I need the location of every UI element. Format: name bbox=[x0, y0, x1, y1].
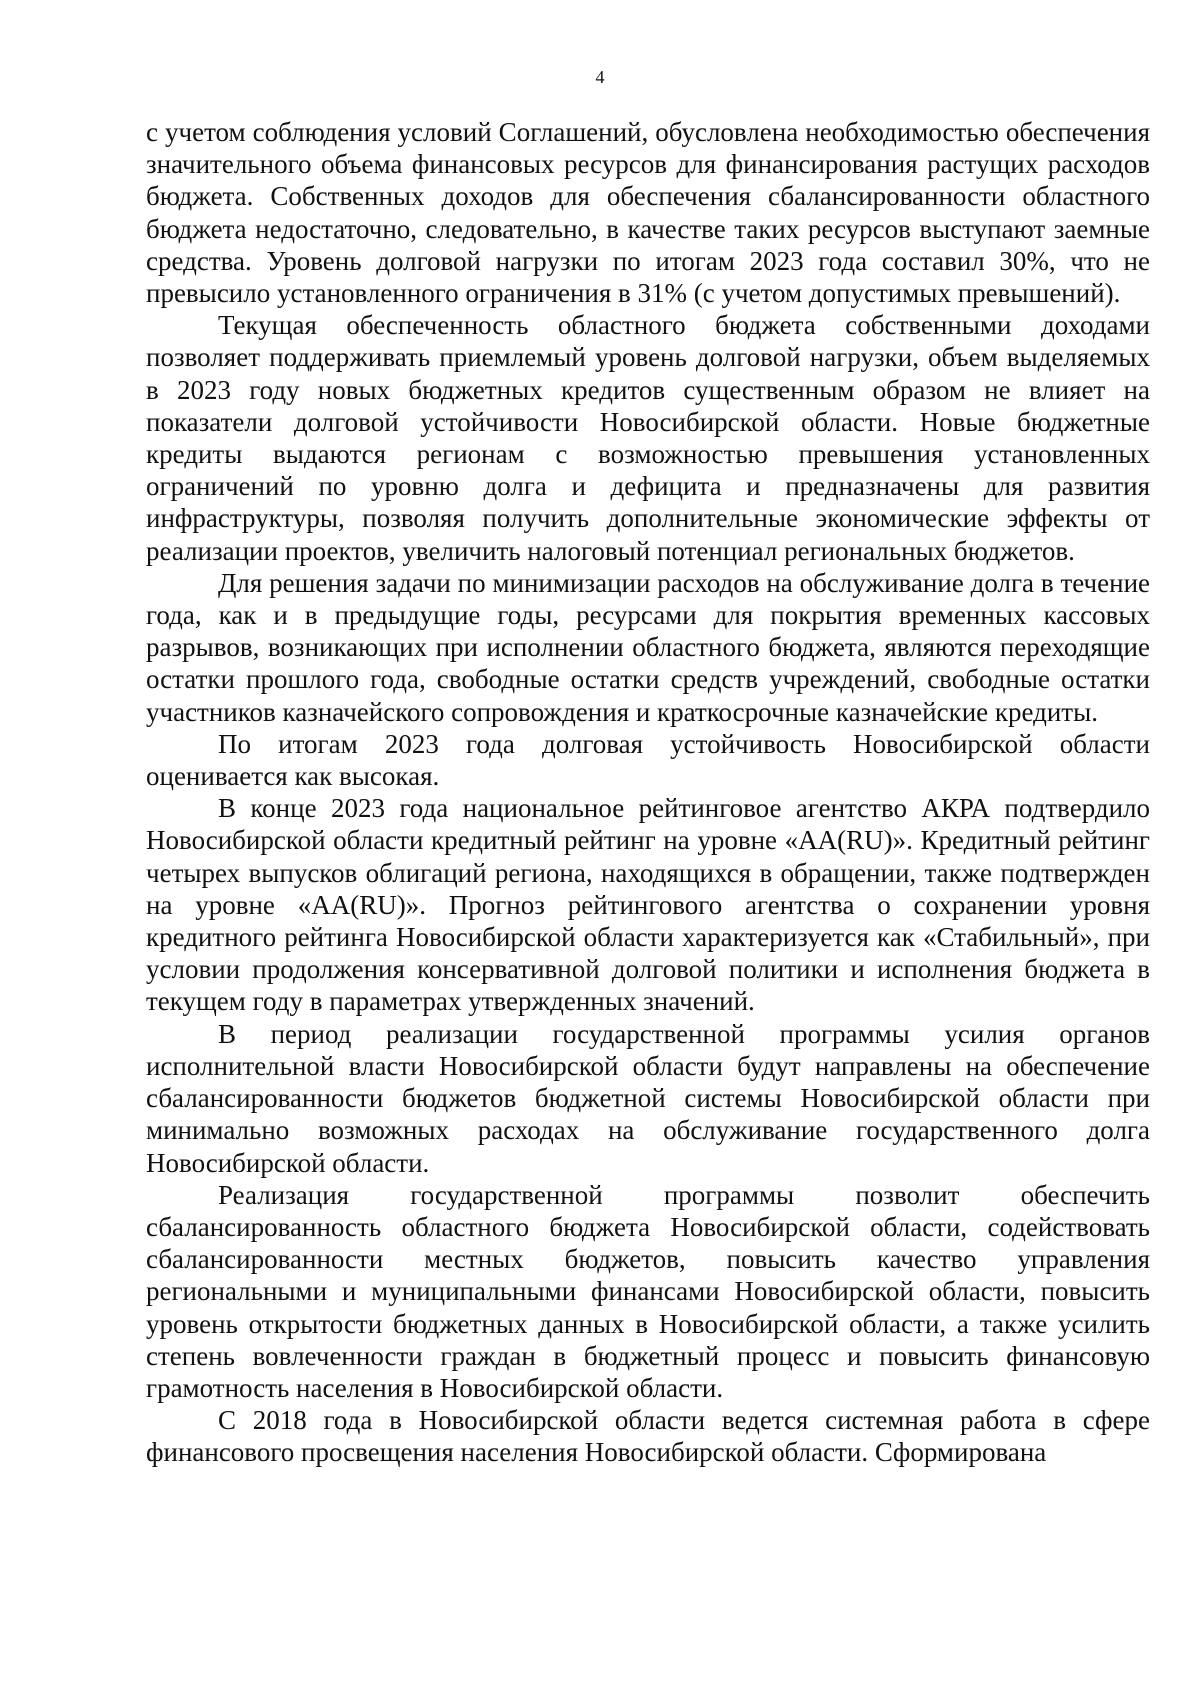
paragraph-continuation: с учетом соблюдения условий Соглашений, обусловлена необходимостью обеспечения значительного объема финансовых ресурсов для финансирования растущих расходов бюджета. Собственных доходов для обеспечения сбалансированности областного бюджета недостаточно, следовательно, в качестве таких ресурсов выступают заемные средства. Уровень долговой нагрузки по итогам 2023 года составил 30%, что не превысило установленного ограничения в 31% (с учетом допустимых превышений). bbox=[146, 117, 1150, 309]
paragraph-program-efforts: В период реализации государственной программы усилия органов исполнительной власти Новосибирской области будут направлены на обеспечение сбалансированности бюджетов бюджетной системы Новосибирской области при минимально возможных расходах на обслуживание государственного долга Новосибирской области. bbox=[146, 1018, 1150, 1178]
page-number: 4 bbox=[595, 67, 605, 87]
paragraph-budget-provision: Текущая обеспеченность областного бюджета собственными доходами позволяет поддерживать приемлемый уровень долговой нагрузки, объем выделяемых в 2023 году новых бюджетных кредитов существенным образом не влияет на показатели долговой устойчивости Новосибирской области. Новые бюджетные кредиты выдаются регионам с возможностью превышения установленных ограничений по уровню долга и дефицита и предназначены для развития инфраструктуры, позволяя получить дополнительные экономические эффекты от реализации проектов, увеличить налоговый потенциал региональных бюджетов. bbox=[146, 310, 1150, 566]
paragraph-program-results: Реализация государственной программы позволит обеспечить сбалансированность областного бюджета Новосибирской области, содействовать сбалансированности местных бюджетов, повысить качество управления региональными и муниципальными финансами Новосибирской области, повысить уровень открытости бюджетных данных в Новосибирской области, а также усилить степень вовлеченности граждан в бюджетный процесс и повысить финансовую грамотность населения в Новосибирской области. bbox=[146, 1179, 1150, 1403]
paragraph-debt-sustainability: По итогам 2023 года долговая устойчивость Новосибирской области оценивается как высокая. bbox=[146, 728, 1150, 792]
paragraph-credit-rating: В конце 2023 года национальное рейтинговое агентство АКРА подтвердило Новосибирской области кредитный рейтинг на уровне «АА(RU)». Кредитный рейтинг четырех выпусков облигаций региона, находящихся в обращении, также подтвержден на уровне «АА(RU)». Прогноз рейтингового агентства о сохранении уровня кредитного рейтинга Новосибирской области характеризуется как «Стабильный», при условии продолжения консервативной долговой политики и исполнения бюджета в текущем году в параметрах утвержденных значений. bbox=[146, 793, 1150, 1017]
paragraph-debt-servicing: Для решения задачи по минимизации расходов на обслуживание долга в течение года, как и в предыдущие годы, ресурсами для покрытия временных кассовых разрывов, возникающих при исполнении областного бюджета, являются переходящие остатки прошлого года, свободные остатки средств учреждений, свободные остатки участников казначейского сопровождения и краткосрочные казначейские кредиты. bbox=[146, 567, 1150, 727]
body-text bbox=[146, 116, 1150, 1469]
paragraph-financial-literacy: С 2018 года в Новосибирской области ведется системная работа в сфере финансового просвещения населения Новосибирской области. Сформирована bbox=[146, 1405, 1150, 1468]
